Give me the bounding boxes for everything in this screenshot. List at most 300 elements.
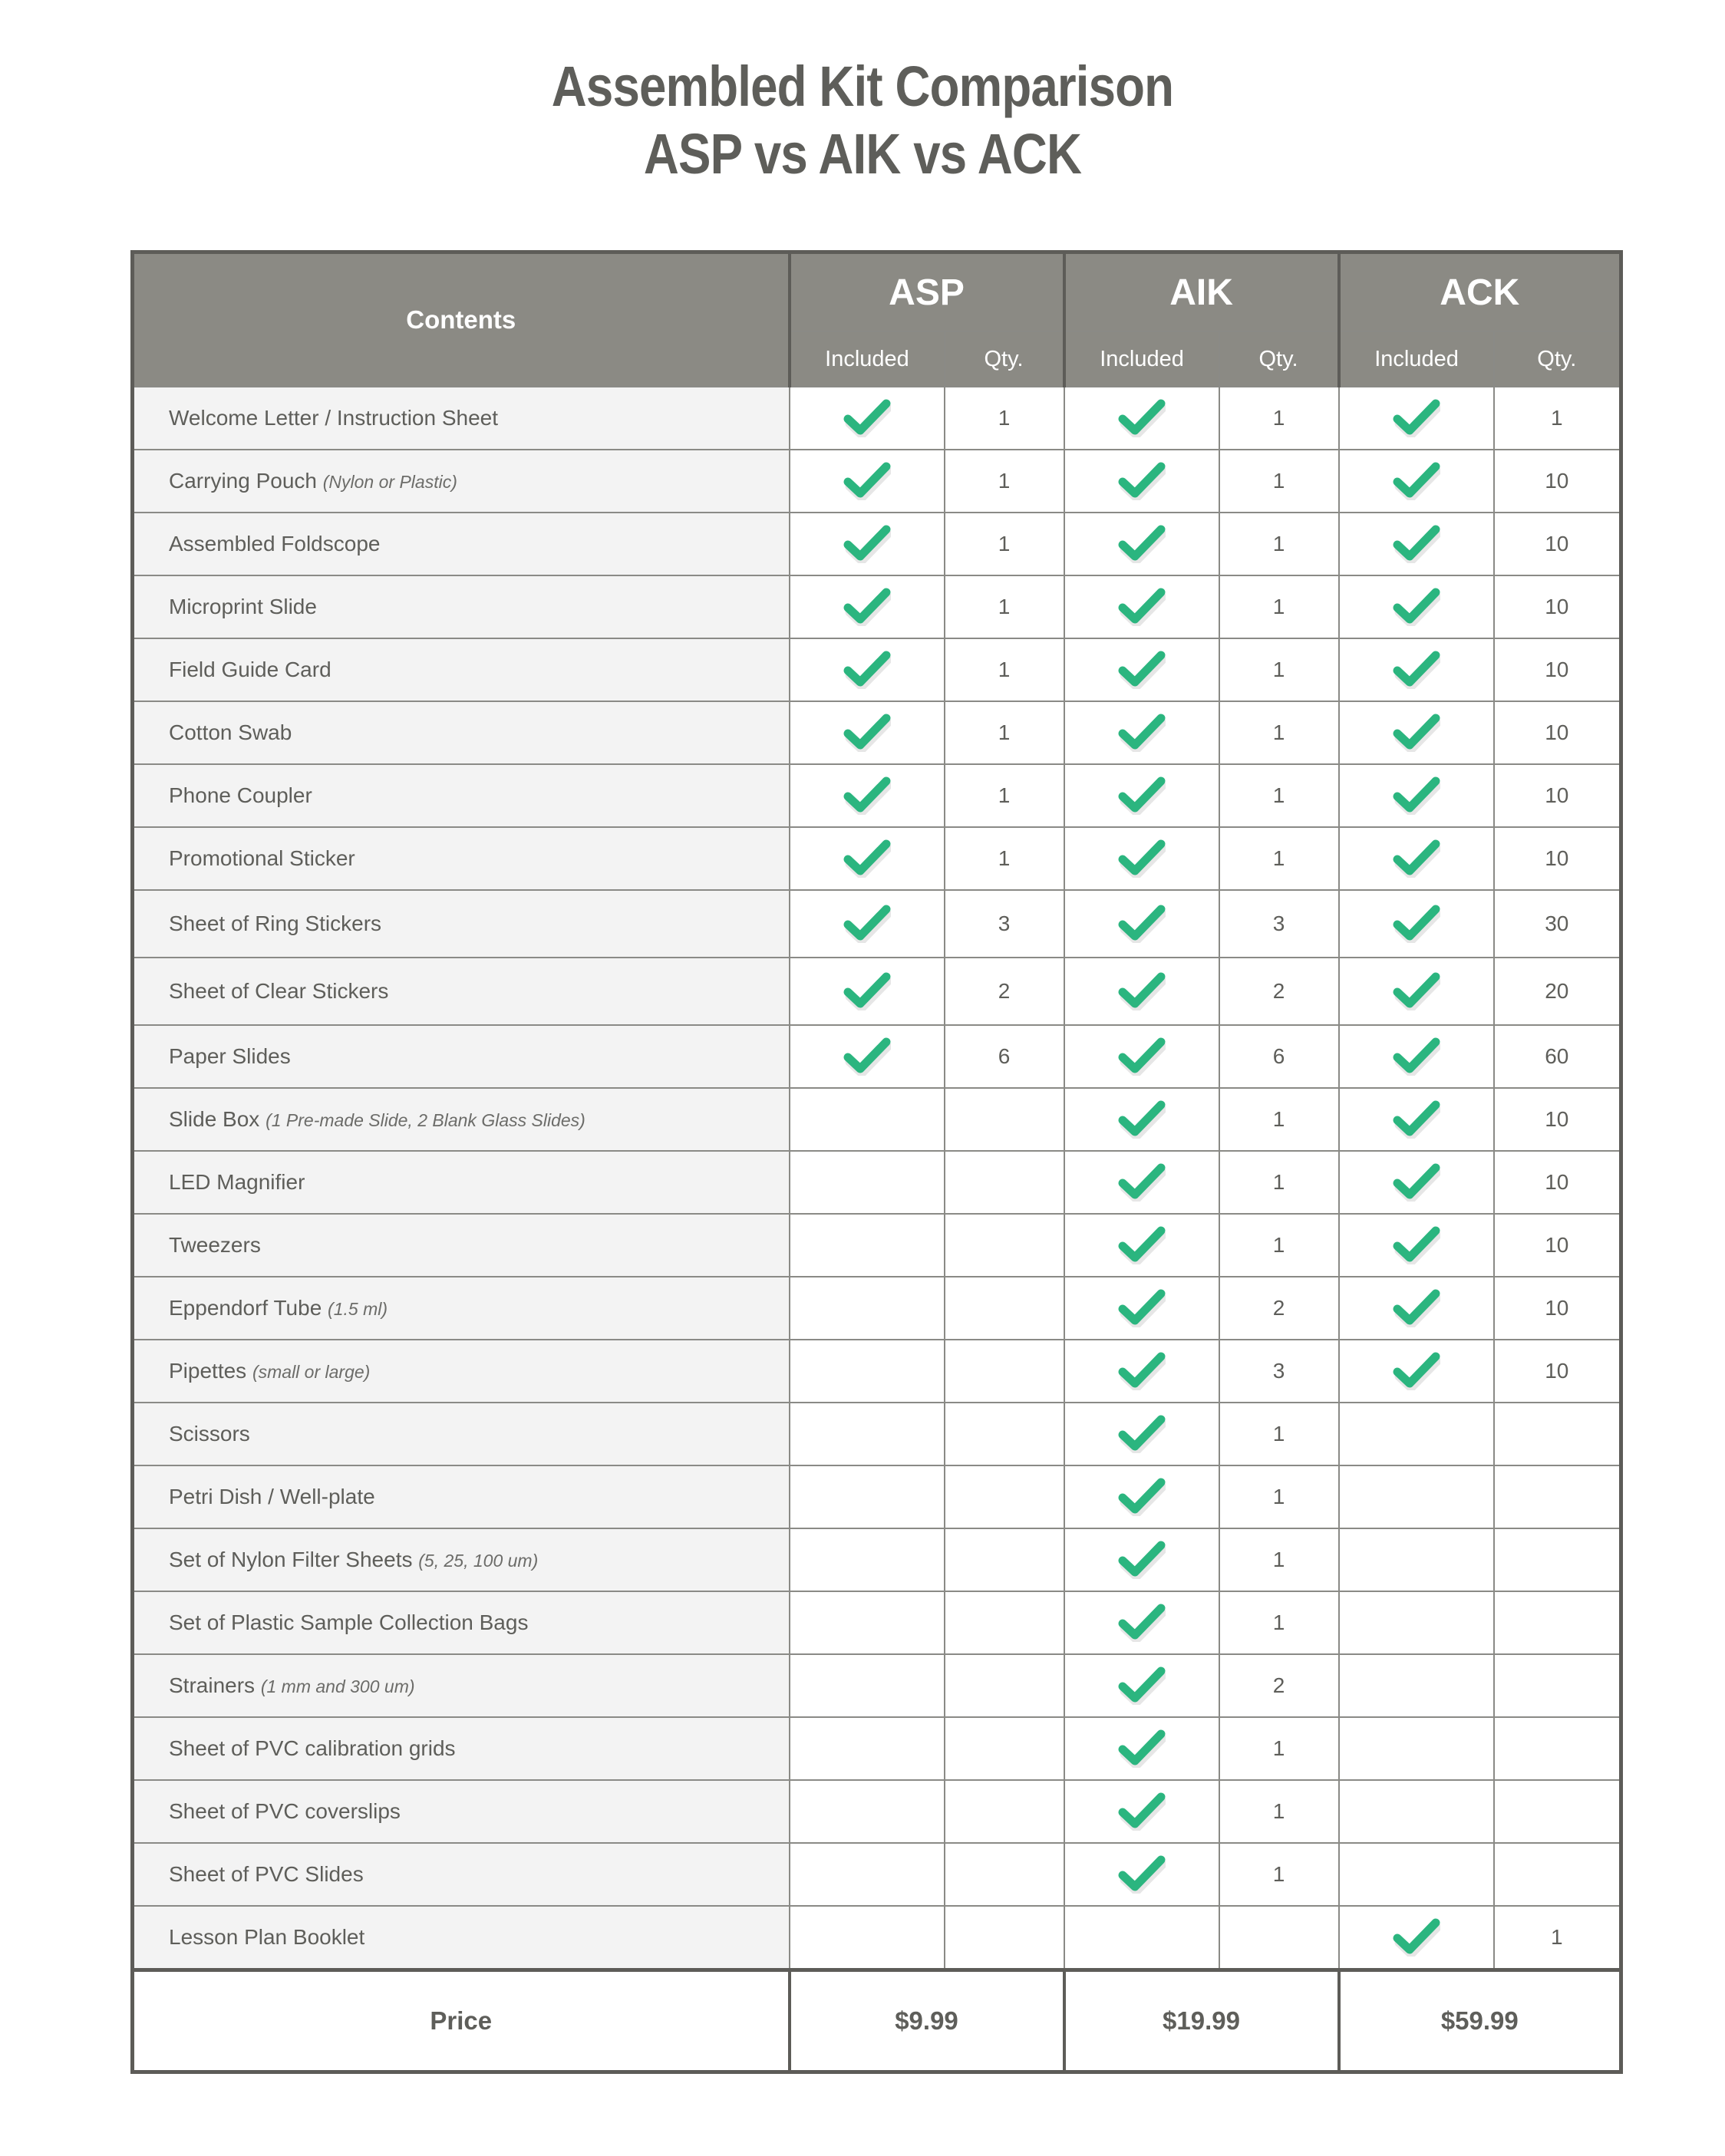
asp-qty-cell — [945, 1151, 1064, 1214]
item-name: Sheet of PVC Slides — [169, 1862, 364, 1886]
kit-header-ack: ACK — [1339, 252, 1621, 332]
asp-included-cell — [790, 701, 945, 764]
table-row — [133, 1717, 1621, 1780]
item-name: Welcome Letter / Instruction Sheet — [169, 406, 499, 430]
ack-included-cell — [1339, 1151, 1494, 1214]
item-name-cell — [133, 1717, 790, 1780]
asp-included-cell — [790, 1025, 945, 1088]
check-icon — [1393, 588, 1440, 626]
asp-included-cell — [790, 958, 945, 1025]
asp-qty-cell — [945, 1088, 1064, 1151]
asp-qty-cell — [945, 1591, 1064, 1654]
check-icon — [1118, 1352, 1166, 1390]
ack-qty-cell — [1494, 1465, 1621, 1528]
aik-included-cell — [1064, 1528, 1219, 1591]
table-row — [133, 1151, 1621, 1214]
aik-qty-cell: 1 — [1219, 701, 1339, 764]
aik-qty-header: Qty. — [1219, 331, 1339, 387]
table-row — [133, 1780, 1621, 1843]
check-icon — [843, 905, 891, 943]
ack-qty-cell — [1494, 1843, 1621, 1906]
ack-included-cell — [1339, 764, 1494, 827]
table-row — [133, 513, 1621, 575]
item-note: (small or large) — [252, 1362, 371, 1382]
page-title-line2: ASP vs AIK vs ACK — [643, 122, 1082, 186]
check-icon — [1118, 714, 1166, 752]
aik-qty-cell: 1 — [1219, 764, 1339, 827]
asp-included-cell — [790, 387, 945, 450]
asp-included-cell — [790, 638, 945, 701]
check-icon — [1118, 972, 1166, 1010]
ack-qty-cell: 10 — [1494, 827, 1621, 890]
aik-qty-cell: 2 — [1219, 1654, 1339, 1717]
check-icon — [1118, 1666, 1166, 1705]
aik-included-cell — [1064, 1591, 1219, 1654]
item-note: (1.5 ml) — [328, 1299, 388, 1319]
asp-qty-cell — [945, 1214, 1064, 1277]
ack-qty-cell — [1494, 1780, 1621, 1843]
price-ack: $59.99 — [1339, 1970, 1621, 2072]
ack-included-cell — [1339, 1025, 1494, 1088]
ack-included-cell — [1339, 1591, 1494, 1654]
check-icon — [1118, 588, 1166, 626]
ack-qty-cell: 10 — [1494, 513, 1621, 575]
aik-included-cell — [1064, 638, 1219, 701]
asp-included-cell — [790, 450, 945, 513]
check-icon — [1393, 525, 1440, 563]
table-row — [133, 827, 1621, 890]
check-icon — [843, 714, 891, 752]
asp-included-cell — [790, 1403, 945, 1465]
item-name-cell — [133, 1340, 790, 1403]
check-icon — [1393, 905, 1440, 943]
aik-included-cell — [1064, 450, 1219, 513]
ack-included-cell — [1339, 1403, 1494, 1465]
table-row — [133, 958, 1621, 1025]
table-row — [133, 1403, 1621, 1465]
aik-qty-cell: 3 — [1219, 1340, 1339, 1403]
aik-qty-cell: 6 — [1219, 1025, 1339, 1088]
item-name-cell — [133, 701, 790, 764]
aik-qty-cell: 3 — [1219, 890, 1339, 958]
check-icon — [1393, 1226, 1440, 1264]
aik-qty-cell: 1 — [1219, 1214, 1339, 1277]
item-name-cell — [133, 764, 790, 827]
asp-qty-cell: 1 — [945, 513, 1064, 575]
item-name: Carrying Pouch — [169, 469, 323, 493]
check-icon — [1393, 651, 1440, 689]
check-icon — [1118, 1729, 1166, 1768]
aik-included-cell — [1064, 958, 1219, 1025]
item-name: Set of Plastic Sample Collection Bags — [169, 1610, 529, 1634]
check-icon — [1118, 525, 1166, 563]
table-row — [133, 450, 1621, 513]
aik-qty-cell: 1 — [1219, 1843, 1339, 1906]
ack-included-cell — [1339, 1780, 1494, 1843]
ack-included-cell — [1339, 1465, 1494, 1528]
item-name: Sheet of Ring Stickers — [169, 912, 382, 935]
check-icon — [1118, 651, 1166, 689]
asp-qty-cell: 1 — [945, 387, 1064, 450]
aik-qty-cell: 2 — [1219, 958, 1339, 1025]
ack-qty-cell — [1494, 1717, 1621, 1780]
item-name-cell — [133, 1025, 790, 1088]
check-icon — [843, 588, 891, 626]
aik-included-cell — [1064, 387, 1219, 450]
item-name: Sheet of PVC coverslips — [169, 1799, 401, 1823]
check-icon — [1118, 399, 1166, 437]
ack-included-cell — [1339, 827, 1494, 890]
item-name-cell — [133, 1277, 790, 1340]
aik-included-cell — [1064, 1403, 1219, 1465]
check-icon — [1118, 1415, 1166, 1453]
asp-included-cell — [790, 1465, 945, 1528]
item-name: Set of Nylon Filter Sheets — [169, 1548, 419, 1571]
aik-qty-cell: 1 — [1219, 827, 1339, 890]
ack-qty-cell: 10 — [1494, 764, 1621, 827]
kit-header-aik: AIK — [1064, 252, 1339, 332]
table-row — [133, 701, 1621, 764]
check-icon — [1118, 1855, 1166, 1894]
table-row — [133, 1465, 1621, 1528]
ack-qty-cell: 10 — [1494, 450, 1621, 513]
aik-included-cell — [1064, 1151, 1219, 1214]
asp-included-header: Included — [790, 331, 945, 387]
ack-qty-cell: 60 — [1494, 1025, 1621, 1088]
aik-qty-cell: 1 — [1219, 1591, 1339, 1654]
aik-included-header: Included — [1064, 331, 1219, 387]
item-name-cell — [133, 958, 790, 1025]
item-name: Sheet of Clear Stickers — [169, 979, 389, 1003]
ack-included-cell — [1339, 890, 1494, 958]
aik-included-cell — [1064, 1780, 1219, 1843]
table-row — [133, 1591, 1621, 1654]
ack-qty-cell: 10 — [1494, 1277, 1621, 1340]
check-icon — [1393, 972, 1440, 1010]
ack-qty-cell: 10 — [1494, 1214, 1621, 1277]
asp-included-cell — [790, 1340, 945, 1403]
item-name-cell — [133, 1843, 790, 1906]
asp-qty-cell: 1 — [945, 450, 1064, 513]
price-asp: $9.99 — [790, 1970, 1064, 2072]
ack-included-cell — [1339, 513, 1494, 575]
check-icon — [1393, 1289, 1440, 1327]
item-name-cell — [133, 827, 790, 890]
contents-header: Contents — [133, 252, 790, 387]
aik-included-cell — [1064, 1717, 1219, 1780]
ack-included-cell — [1339, 1717, 1494, 1780]
asp-qty-cell — [945, 1340, 1064, 1403]
ack-qty-cell: 10 — [1494, 701, 1621, 764]
aik-qty-cell: 1 — [1219, 513, 1339, 575]
table-row — [133, 1025, 1621, 1088]
table-body — [133, 387, 1621, 1970]
check-icon — [1393, 1100, 1440, 1139]
asp-included-cell — [790, 1151, 945, 1214]
asp-qty-cell: 1 — [945, 575, 1064, 638]
aik-qty-cell: 1 — [1219, 1465, 1339, 1528]
check-icon — [1393, 1037, 1440, 1076]
asp-included-cell — [790, 1214, 945, 1277]
check-icon — [1118, 776, 1166, 815]
item-note: (1 Pre-made Slide, 2 Blank Glass Slides) — [266, 1110, 585, 1130]
item-name: Eppendorf Tube — [169, 1296, 328, 1320]
aik-qty-cell: 1 — [1219, 450, 1339, 513]
aik-qty-cell: 1 — [1219, 1403, 1339, 1465]
item-name: Assembled Foldscope — [169, 532, 381, 555]
table-row — [133, 1528, 1621, 1591]
aik-qty-cell: 2 — [1219, 1277, 1339, 1340]
item-name-cell — [133, 387, 790, 450]
check-icon — [843, 839, 891, 878]
table-row — [133, 1843, 1621, 1906]
ack-included-cell — [1339, 958, 1494, 1025]
asp-qty-cell — [945, 1780, 1064, 1843]
check-icon — [843, 462, 891, 500]
check-icon — [1393, 839, 1440, 878]
table-row — [133, 890, 1621, 958]
table-row — [133, 1277, 1621, 1340]
table-row — [133, 1214, 1621, 1277]
table-row — [133, 1340, 1621, 1403]
check-icon — [1118, 1604, 1166, 1642]
check-icon — [1118, 1289, 1166, 1327]
aik-qty-cell: 1 — [1219, 638, 1339, 701]
item-name-cell — [133, 1403, 790, 1465]
check-icon — [1118, 1478, 1166, 1516]
asp-qty-cell: 1 — [945, 764, 1064, 827]
item-name: Strainers — [169, 1673, 261, 1697]
aik-qty-cell: 1 — [1219, 1088, 1339, 1151]
ack-qty-cell — [1494, 1528, 1621, 1591]
table-row — [133, 1654, 1621, 1717]
kit-header-asp: ASP — [790, 252, 1064, 332]
aik-included-cell — [1064, 575, 1219, 638]
item-name-cell — [133, 1088, 790, 1151]
check-icon — [1118, 1792, 1166, 1831]
aik-included-cell — [1064, 1654, 1219, 1717]
item-name-cell — [133, 1214, 790, 1277]
ack-included-cell — [1339, 1088, 1494, 1151]
item-note: (5, 25, 100 um) — [418, 1551, 539, 1571]
item-name-cell — [133, 513, 790, 575]
asp-qty-cell — [945, 1717, 1064, 1780]
asp-qty-cell — [945, 1654, 1064, 1717]
price-label: Price — [133, 1970, 790, 2072]
ack-included-cell — [1339, 575, 1494, 638]
ack-qty-cell: 10 — [1494, 575, 1621, 638]
aik-included-cell — [1064, 890, 1219, 958]
ack-qty-cell: 10 — [1494, 1151, 1621, 1214]
ack-included-cell — [1339, 1214, 1494, 1277]
asp-qty-cell: 3 — [945, 890, 1064, 958]
ack-included-cell — [1339, 1277, 1494, 1340]
asp-included-cell — [790, 1654, 945, 1717]
ack-qty-cell — [1494, 1654, 1621, 1717]
ack-qty-cell: 10 — [1494, 1088, 1621, 1151]
asp-included-cell — [790, 1088, 945, 1151]
item-name-cell — [133, 890, 790, 958]
asp-qty-cell: 1 — [945, 638, 1064, 701]
ack-qty-cell: 10 — [1494, 638, 1621, 701]
asp-qty-cell — [945, 1465, 1064, 1528]
item-name-cell — [133, 1528, 790, 1591]
kit-comparison-table — [130, 250, 1623, 2074]
check-icon — [843, 776, 891, 815]
aik-qty-cell: 1 — [1219, 575, 1339, 638]
check-icon — [1118, 839, 1166, 878]
aik-qty-cell: 1 — [1219, 1151, 1339, 1214]
item-note: (Nylon or Plastic) — [322, 472, 457, 492]
asp-qty-cell — [945, 1906, 1064, 1970]
item-note: (1 mm and 300 um) — [260, 1676, 415, 1696]
ack-included-cell — [1339, 1340, 1494, 1403]
asp-qty-cell — [945, 1403, 1064, 1465]
ack-qty-header: Qty. — [1494, 331, 1621, 387]
aik-included-cell — [1064, 1465, 1219, 1528]
asp-qty-cell: 1 — [945, 827, 1064, 890]
check-icon — [1393, 714, 1440, 752]
check-icon — [843, 972, 891, 1010]
asp-included-cell — [790, 1528, 945, 1591]
aik-included-cell — [1064, 764, 1219, 827]
ack-included-cell — [1339, 387, 1494, 450]
asp-qty-cell: 6 — [945, 1025, 1064, 1088]
table-row — [133, 575, 1621, 638]
asp-included-cell — [790, 1843, 945, 1906]
check-icon — [1118, 1226, 1166, 1264]
item-name: LED Magnifier — [169, 1170, 305, 1194]
aik-included-cell — [1064, 827, 1219, 890]
ack-included-cell — [1339, 701, 1494, 764]
item-name: Promotional Sticker — [169, 846, 355, 870]
asp-included-cell — [790, 575, 945, 638]
check-icon — [1393, 776, 1440, 815]
item-name: Field Guide Card — [169, 658, 331, 681]
ack-qty-cell — [1494, 1591, 1621, 1654]
item-name: Pipettes — [169, 1359, 252, 1383]
ack-qty-cell: 20 — [1494, 958, 1621, 1025]
asp-qty-cell — [945, 1843, 1064, 1906]
aik-included-cell — [1064, 1906, 1219, 1970]
check-icon — [843, 525, 891, 563]
check-icon — [1393, 1163, 1440, 1202]
ack-qty-cell: 1 — [1494, 387, 1621, 450]
item-name-cell — [133, 450, 790, 513]
item-name: Phone Coupler — [169, 783, 312, 807]
check-icon — [1118, 1037, 1166, 1076]
item-name-cell — [133, 1465, 790, 1528]
table-row — [133, 387, 1621, 450]
item-name: Slide Box — [169, 1107, 266, 1131]
asp-included-cell — [790, 890, 945, 958]
item-name-cell — [133, 575, 790, 638]
check-icon — [1393, 1352, 1440, 1390]
item-name: Microprint Slide — [169, 595, 317, 618]
item-name: Cotton Swab — [169, 720, 292, 744]
item-name-cell — [133, 638, 790, 701]
aik-qty-cell: 1 — [1219, 387, 1339, 450]
check-icon — [1118, 1163, 1166, 1202]
check-icon — [843, 651, 891, 689]
asp-included-cell — [790, 827, 945, 890]
aik-included-cell — [1064, 1277, 1219, 1340]
ack-included-cell — [1339, 450, 1494, 513]
aik-included-cell — [1064, 701, 1219, 764]
ack-qty-cell: 1 — [1494, 1906, 1621, 1970]
item-name: Sheet of PVC calibration grids — [169, 1736, 456, 1760]
item-name-cell — [133, 1906, 790, 1970]
ack-included-cell — [1339, 1654, 1494, 1717]
aik-qty-cell: 1 — [1219, 1717, 1339, 1780]
check-icon — [1118, 1541, 1166, 1579]
check-icon — [843, 399, 891, 437]
check-icon — [1118, 905, 1166, 943]
check-icon — [1393, 399, 1440, 437]
item-name: Lesson Plan Booklet — [169, 1925, 365, 1949]
asp-included-cell — [790, 1717, 945, 1780]
item-name-cell — [133, 1780, 790, 1843]
item-name: Paper Slides — [169, 1044, 291, 1068]
ack-qty-cell: 10 — [1494, 1340, 1621, 1403]
asp-included-cell — [790, 764, 945, 827]
ack-included-cell — [1339, 1528, 1494, 1591]
asp-included-cell — [790, 513, 945, 575]
aik-included-cell — [1064, 1088, 1219, 1151]
ack-included-cell — [1339, 1906, 1494, 1970]
price-row — [133, 1970, 1621, 2072]
item-name: Scissors — [169, 1422, 250, 1446]
aik-qty-cell: 1 — [1219, 1780, 1339, 1843]
aik-qty-cell — [1219, 1906, 1339, 1970]
asp-qty-header: Qty. — [945, 331, 1064, 387]
item-name-cell — [133, 1591, 790, 1654]
ack-included-header: Included — [1339, 331, 1494, 387]
asp-included-cell — [790, 1780, 945, 1843]
price-aik: $19.99 — [1064, 1970, 1339, 2072]
asp-included-cell — [790, 1906, 945, 1970]
check-icon — [1118, 1100, 1166, 1139]
table-row — [133, 1906, 1621, 1970]
aik-included-cell — [1064, 513, 1219, 575]
asp-included-cell — [790, 1277, 945, 1340]
page-title-line1: Assembled Kit Comparison — [551, 54, 1174, 118]
ack-included-cell — [1339, 1843, 1494, 1906]
item-name-cell — [133, 1151, 790, 1214]
aik-included-cell — [1064, 1843, 1219, 1906]
asp-qty-cell: 2 — [945, 958, 1064, 1025]
table-row — [133, 1088, 1621, 1151]
asp-included-cell — [790, 1591, 945, 1654]
aik-included-cell — [1064, 1025, 1219, 1088]
table-row — [133, 638, 1621, 701]
aik-included-cell — [1064, 1214, 1219, 1277]
check-icon — [1118, 462, 1166, 500]
item-name-cell — [133, 1654, 790, 1717]
asp-qty-cell: 1 — [945, 701, 1064, 764]
check-icon — [1393, 462, 1440, 500]
table-row — [133, 764, 1621, 827]
asp-qty-cell — [945, 1277, 1064, 1340]
ack-qty-cell — [1494, 1403, 1621, 1465]
item-name: Petri Dish / Well-plate — [169, 1485, 375, 1508]
asp-qty-cell — [945, 1528, 1064, 1591]
ack-included-cell — [1339, 638, 1494, 701]
aik-qty-cell: 1 — [1219, 1528, 1339, 1591]
check-icon — [1393, 1918, 1440, 1957]
aik-included-cell — [1064, 1340, 1219, 1403]
ack-qty-cell: 30 — [1494, 890, 1621, 958]
